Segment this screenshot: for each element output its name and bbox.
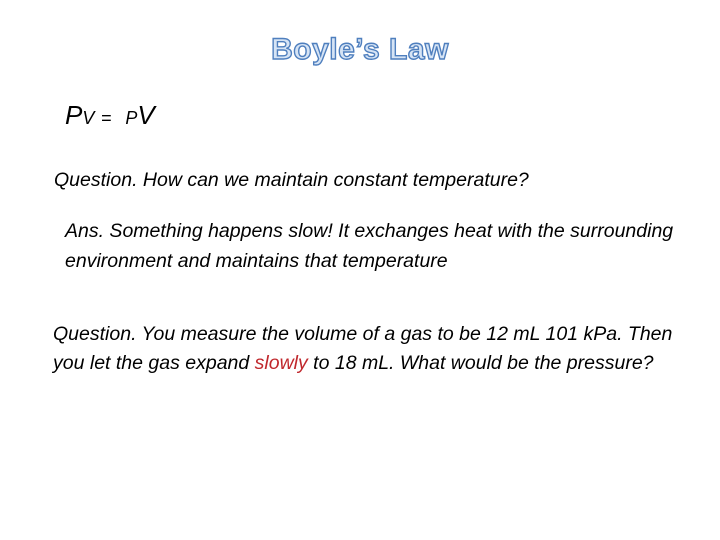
question-2-highlight: slowly: [254, 352, 308, 374]
formula-p-large: P: [65, 100, 83, 130]
answer-text: Ans. Something happens slow! It exchanges heat with the surrounding environment and maintains that temperature: [65, 220, 674, 272]
formula-v-large: V: [137, 100, 155, 130]
question-2-text-after: to 18 mL. What would be the pressure?: [307, 352, 654, 374]
question-1: [54, 166, 694, 194]
formula-p-small: P: [125, 108, 138, 128]
question-1-label: Question: [54, 169, 133, 191]
question-2-text-before: . You measure the volume of a gas to be 12 mL 101 kPa. Then you let the gas expand: [53, 323, 673, 374]
slide-title: Boyle’s Law: [271, 33, 449, 66]
formula-equals: =: [100, 108, 112, 128]
boyles-law-formula: [65, 100, 155, 135]
formula-v-small: V: [82, 108, 95, 128]
question-1-text: . How can we maintain constant temperature?: [132, 169, 529, 191]
question-2-label: Question: [53, 323, 132, 345]
question-2: [53, 320, 673, 378]
